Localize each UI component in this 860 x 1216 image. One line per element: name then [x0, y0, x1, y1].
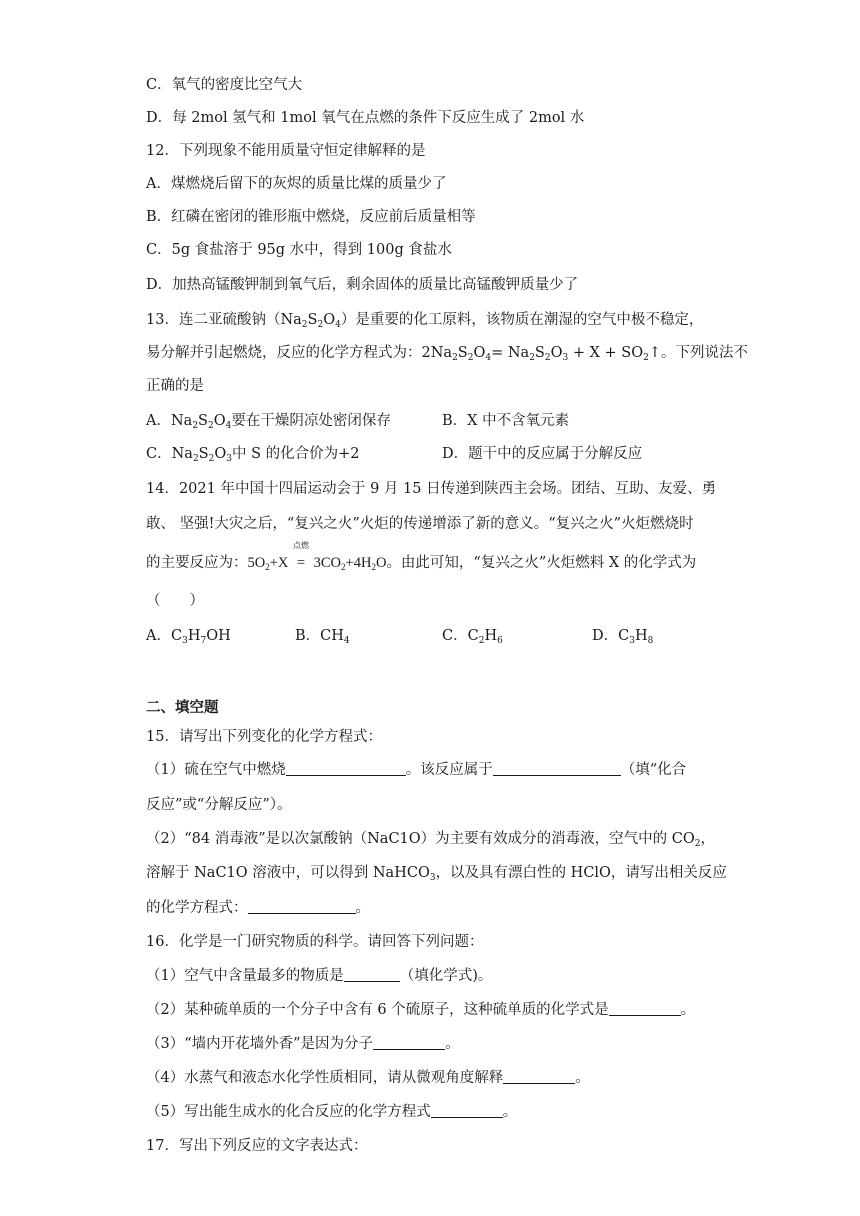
q16-text: 。 — [445, 1036, 460, 1052]
q13-stem-line1: 13．连二亚硫酸钠$(Na_2S_2O_4)$是重要的化工原料，该物质在潮湿的空气中极不稳定， — [146, 312, 704, 330]
q15-text: 的化学方程式： — [146, 900, 248, 916]
q13-option-c-text: C．Na — [146, 446, 193, 462]
subscript: 7 — [200, 636, 207, 646]
q16-text: 。 — [575, 1070, 590, 1086]
answer-blank[interactable] — [344, 967, 400, 982]
equals-with-condition: 点燃 = — [293, 541, 310, 571]
q13-option-c: C．$Na_2S_2O_3$中 S 的化合价为+2 — [146, 446, 360, 464]
q15-part2-line2 — [146, 863, 727, 883]
q13-text: ）是重要的化工原料，该物质在潮湿的空气中极不稳定， — [340, 312, 704, 328]
eq-part: O — [375, 555, 387, 571]
q15-text: 。该反应属于 — [405, 762, 493, 778]
subscript: 2 — [192, 454, 199, 464]
subscript: 2 — [317, 320, 324, 330]
subscript: 2 — [544, 353, 551, 363]
q14-answer-paren: （ ） — [146, 593, 204, 609]
q13-text: ↑。下列说法不 — [648, 345, 748, 361]
q13-option-a: A．$Na_2S_2O_4$要在干燥阴凉处密闭保存 — [146, 413, 391, 431]
subscript: 3 — [562, 353, 569, 363]
q16-text: （1）空气中含量最多的物质是 — [146, 968, 344, 984]
subscript: 2 — [467, 353, 474, 363]
subscript: 2 — [207, 421, 214, 431]
subscript: 2 — [478, 636, 485, 646]
q15-text: 。 — [355, 900, 370, 916]
subscript: 2 — [301, 320, 308, 330]
section-heading: 二、填空题 — [146, 699, 219, 716]
q14-option-d-text: H — [634, 628, 648, 644]
eq-part: 3CO — [310, 555, 342, 571]
q16-text: （2）某种硫单质的一个分子中含有 6 个硫原子，这种硫单质的化学式是 — [146, 1002, 609, 1018]
answer-blank[interactable] — [503, 1069, 575, 1084]
q15-text: （1）硫在空气中燃烧 — [146, 762, 286, 778]
q15-part2-line1 — [146, 829, 715, 849]
q15-text: 溶解于 NaC1O 溶液中，可以得到 NaHCO — [146, 865, 430, 881]
q13-option-a-text: A．Na — [146, 413, 193, 429]
q15-stem: 15．请写出下列变化的化学方程式： — [146, 729, 382, 745]
q16-part3 — [146, 1034, 460, 1054]
subscript: 2 — [192, 421, 199, 431]
q16-part5 — [146, 1102, 517, 1122]
q13-option-c-text: 中 S 的化合价为+2 — [231, 446, 360, 462]
q15-text: （2）“84 消毒液”是以次氯酸钠（NaC1O）为主要有效成分的消毒液，空气中的 CO — [146, 831, 695, 847]
q16-text: （4）水蒸气和液态水化学性质相同，请从微观角度解释 — [146, 1070, 504, 1086]
q11-option-d: D．每 2mol 氢气和 1mol 氧气在点燃的条件下反应生成了 2mol 水 — [146, 110, 585, 126]
q14-option-c-text: C．C — [442, 628, 479, 644]
answer-blank[interactable] — [248, 899, 356, 914]
answer-blank[interactable] — [373, 1035, 445, 1050]
q16-text: （3）“墙内开花墙外香”是因为分子 — [146, 1036, 374, 1052]
q16-text: （填化学式)。 — [399, 968, 493, 984]
subscript: 2 — [452, 353, 458, 363]
q13-option-b: B．X 中不含氧元素 — [442, 413, 570, 429]
q13-option-a-text: 要在干燥阴凉处密闭保存 — [231, 413, 391, 429]
q16-part4 — [146, 1068, 590, 1088]
subscript: 4 — [335, 320, 341, 330]
q14-option-a-text: OH — [206, 628, 231, 644]
q15-part1-cont: 反应”或“分解反应”）。 — [146, 797, 292, 813]
subscript: 4 — [485, 353, 492, 363]
q14-text: 。由此可知，“复兴之火”火炬燃料 X 的化学式为 — [386, 555, 697, 571]
q16-part1 — [146, 966, 492, 986]
answer-blank[interactable] — [286, 761, 406, 776]
subscript: 2 — [529, 353, 535, 363]
q16-text: （5）写出能生成水的化合反应的化学方程式 — [146, 1104, 431, 1120]
q15-text: （填“化合 — [620, 762, 687, 778]
q12-option-a: A．煤燃烧后留下的灰烬的质量比煤的质量少了 — [146, 176, 447, 192]
q13-text: 13．连二亚硫酸钠（Na — [146, 312, 302, 328]
subscript: 2 — [265, 562, 270, 572]
subscript: 3 — [429, 873, 436, 883]
q14-option-d-text: D．C — [592, 628, 630, 644]
subscript: 6 — [497, 636, 503, 646]
q12-option-b: B．红磷在密闭的锥形瓶中燃烧，反应前后质量相等 — [146, 209, 476, 225]
subscript: 2 — [371, 562, 376, 572]
subscript: 4 — [225, 421, 232, 431]
q12-stem: 12．下列现象不能用质量守恒定律解释的是 — [146, 143, 426, 159]
q11-option-c: C．氧气的密度比空气大 — [146, 77, 303, 93]
q16-part2 — [146, 1000, 695, 1020]
q14-stem-line3 — [146, 541, 697, 573]
q17-stem: 17．写出下列反应的文字表达式： — [146, 1138, 368, 1154]
combustion-equation — [247, 541, 387, 572]
q13-stem-line3: 正确的是 — [146, 378, 204, 394]
reaction-condition: 点燃 — [293, 541, 310, 550]
eq-part: 5O — [247, 555, 266, 571]
subscript: 2 — [341, 562, 346, 572]
q12-option-d: D．加热高锰酸钾制到氧气后，剩余固体的质量比高锰酸钾质量少了 — [146, 277, 579, 293]
q14-option-c — [442, 626, 503, 646]
q16-text: 。 — [502, 1104, 518, 1120]
q14-text: 的主要反应为： — [146, 555, 248, 571]
subscript: 2 — [208, 454, 215, 464]
q14-option-c-text: H — [484, 628, 498, 644]
subscript: 3 — [182, 636, 188, 646]
q15-part2-line3 — [146, 898, 370, 918]
q16-text: 。 — [680, 1002, 696, 1018]
q14-stem-line1: 14．2021 年中国十四届运动会于 9 月 15 日传递到陕西主会场。团结、互助、友爱、勇 — [146, 481, 717, 497]
answer-blank[interactable] — [609, 1001, 681, 1016]
subscript: 2 — [694, 839, 701, 849]
q15-text: ，以及具有漂白性的 HClO，请写出相关反应 — [435, 865, 727, 881]
eq-part: +4H — [345, 555, 372, 571]
q13-option-d: D．题干中的反应属于分解反应 — [442, 446, 643, 462]
q13-text: + X + SO — [568, 345, 644, 361]
q14-option-a — [146, 626, 231, 646]
subscript: 3 — [226, 454, 232, 464]
answer-blank[interactable] — [493, 761, 621, 776]
eq-part: +X — [269, 555, 293, 571]
q15-part1 — [146, 760, 686, 780]
subscript: 2 — [643, 353, 649, 363]
q13-text: 易分解并引起燃烧，反应的化学方程式为：2Na — [146, 345, 453, 361]
subscript: 4 — [343, 636, 350, 646]
subscript: 3 — [629, 636, 635, 646]
q14-stem-line2: 敢、 坚强!大灾之后，“复兴之火”火炬的传递增添了新的意义。“复兴之火”火炬燃烧时 — [146, 516, 694, 532]
q14-option-a-text: A．C — [146, 628, 183, 644]
answer-blank[interactable] — [431, 1103, 503, 1118]
q12-option-c: C．5g 食盐溶于 95g 水中，得到 100g 食盐水 — [146, 242, 452, 258]
q13-text: = Na — [491, 345, 530, 361]
q13-stem-line2: 易分解并引起燃烧，反应的化学方程式为：$2Na_2S_2O_4= Na_2S_2O_3 + X$ + $SO_2↑$。下列说法不 — [146, 345, 748, 363]
q14-option-b-text: B．CH — [295, 628, 344, 644]
q15-text: ， — [700, 831, 715, 847]
q16-stem: 16．化学是一门研究物质的科学。请回答下列问题： — [146, 934, 484, 950]
q14-option-a-text: H — [187, 628, 201, 644]
subscript: 8 — [647, 636, 654, 646]
q14-option-b — [295, 626, 350, 646]
q14-option-d — [592, 626, 653, 646]
